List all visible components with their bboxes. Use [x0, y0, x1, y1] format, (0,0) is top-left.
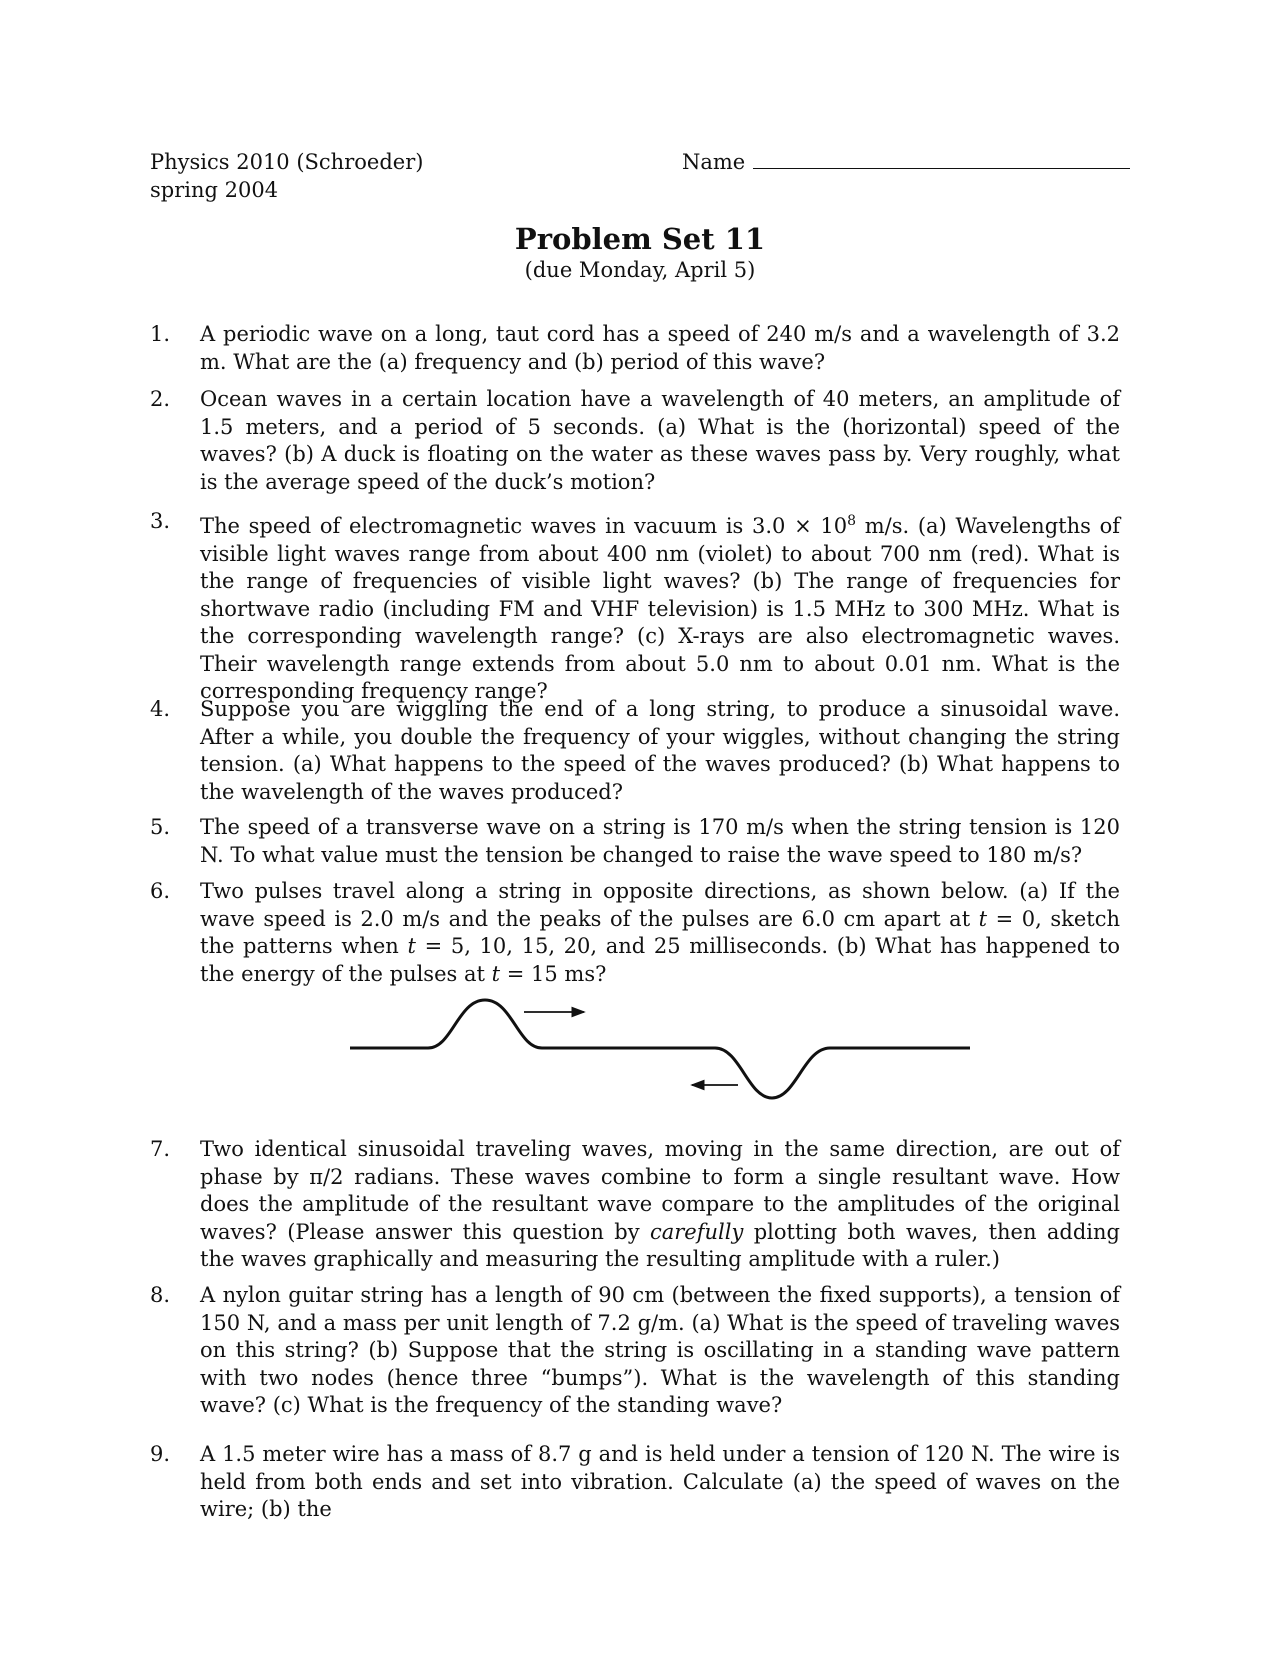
- problem-text: The speed of electromagnetic waves in vacuum is $3.0 \times 10^8$ m/s. (a) Wavelengths of visible light waves range from about 400 nm (violet) to about 700 nm (red). What is the range of frequencies of visible light waves? (b) The range of frequencies for shortwave radio (including FM and VHF television) is 1.5 MHz to 300 MHz. What is the corresponding wavelength range? (c) X-rays are also electromagnetic waves. Their wavelength range extends from about 5.0 nm to about 0.01 nm. What is the corresponding frequency range?: [200, 513, 1120, 703]
- page-title: Problem Set 11: [514, 222, 766, 256]
- course-term: spring 2004: [150, 178, 279, 202]
- problem-text: A 1.5 meter wire has a mass of 8.7 g and is held under a tension of 120 N. The wire is held from both ends and set into vibration. Calculate (a) the speed of waves on the wire; (b) the: [200, 1442, 1120, 1521]
- problem-text: A periodic wave on a long, taut cord has a speed of 240 m/s and a wavelength of 3.2 m. What are the (a) frequency and (b) period of this wave?: [200, 322, 1120, 374]
- pulses-figure: [340, 990, 980, 1110]
- problem-number: 7.: [150, 1137, 171, 1161]
- problem-number: 6.: [150, 879, 171, 903]
- problem-text: Two identical sinusoidal traveling waves, moving in the same direction, are out of phase by π/2 radians. These waves combine to form a single resultant wave. How does the amplitude of the resultant wave compare to the amplitudes of the original waves? (Please answer this question by carefully plotting both waves, then adding the waves graphically and measuring the resulting amplitude with a ruler.): [200, 1137, 1120, 1271]
- problem-6: [150, 878, 1120, 988]
- problem-number: 5.: [150, 815, 171, 839]
- problem-text: The speed of a transverse wave on a string is 170 m/s when the string tension is 120 N. To what value must the tension be changed to raise the wave speed to 180 m/s?: [200, 815, 1120, 867]
- course-header: [150, 148, 423, 204]
- problem-5: [150, 814, 1120, 869]
- problem-number: 8.: [150, 1283, 171, 1307]
- name-field: [682, 148, 1130, 176]
- upward-pulse: [350, 1000, 542, 1048]
- problem-number: 9.: [150, 1442, 171, 1466]
- problem-1: [150, 321, 1120, 376]
- problem-number: 4.: [150, 697, 171, 721]
- name-label: Name: [682, 150, 746, 174]
- problem-8: [150, 1282, 1120, 1420]
- problem-3: [150, 508, 1120, 706]
- problem-number: 2.: [150, 387, 171, 411]
- problem-2: [150, 386, 1120, 496]
- problem-9: [150, 1441, 1120, 1524]
- due-date: (due Monday, April 5): [524, 258, 756, 282]
- downward-pulse: [715, 1048, 970, 1098]
- problem-7: [150, 1136, 1120, 1274]
- problem-4: [150, 696, 1120, 806]
- problem-number: 3.: [150, 509, 171, 533]
- problem-text: Ocean waves in a certain location have a wavelength of 40 meters, an amplitude of 1.5 meters, and a period of 5 seconds. (a) What is the (horizontal) speed of the waves? (b) A duck is floating on the water as these waves pass by. Very roughly, what is the average speed of the duck’s motion?: [200, 387, 1120, 494]
- problem-number: 1.: [150, 322, 171, 346]
- problem-text: Two pulses travel along a string in opposite directions, as shown below. (a) If the wave speed is 2.0 m/s and the peaks of the pulses are 6.0 cm apart at t = 0, sketch the patterns when t = 5, 10, 15, 20, and 25 milliseconds. (b) What has happened to the energy of the pulses at t = 15 ms?: [200, 879, 1121, 986]
- problem-text: A nylon guitar string has a length of 90 cm (between the fixed supports), a tension of 150 N, and a mass per unit length of 7.2 g/m. (a) What is the speed of traveling waves on this string? (b) Suppose that the string is oscillating in a standing wave pattern with two nodes (hence three “bumps”). What is the wavelength of this standing wave? (c) What is the frequency of the standing wave?: [200, 1283, 1120, 1417]
- exponent: 8: [847, 513, 857, 529]
- course-title: Physics 2010 (Schroeder): [150, 150, 424, 174]
- name-blank-line: [753, 148, 1130, 169]
- problem-text: Suppose you are wiggling the end of a long string, to produce a sinusoidal wave. After a while, you double the frequency of your wiggles, without changing the string tension. (a) What happens to the speed of the waves produced? (b) What happens to the wavelength of the waves produced?: [200, 697, 1120, 804]
